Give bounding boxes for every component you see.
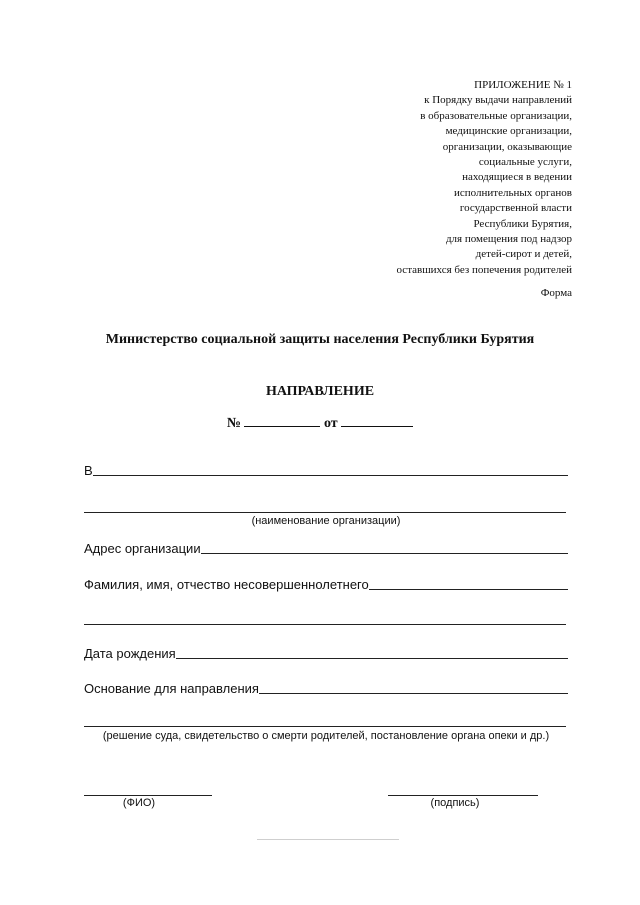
- name-field-continued[interactable]: [84, 624, 566, 625]
- appendix-line: к Порядку выдачи направлений: [424, 94, 572, 107]
- basis-field[interactable]: [259, 680, 568, 694]
- ministry-heading: Министерство социальной защиты населения Республики Бурятия: [105, 332, 535, 347]
- appendix-block: [242, 78, 572, 278]
- organization-field[interactable]: [84, 512, 566, 513]
- address-row: [84, 540, 568, 556]
- date-blank[interactable]: [341, 412, 413, 427]
- recipient-field[interactable]: [93, 462, 568, 476]
- appendix-line: Республики Бурятия,: [473, 217, 572, 230]
- basis-field-continued[interactable]: [84, 726, 566, 727]
- signature-label: (подпись): [430, 797, 480, 809]
- appendix-line: находящиеся в ведении: [462, 171, 572, 184]
- appendix-line: социальные услуги,: [478, 156, 572, 169]
- recipient-label: В: [84, 463, 93, 478]
- date-from-label: от: [323, 416, 338, 431]
- basis-row: [84, 680, 568, 696]
- organization-caption: (наименование организации): [251, 515, 401, 527]
- signature-line[interactable]: [388, 795, 538, 796]
- basis-caption: (решение суда, свидетельство о смерти родителей, постановление органа опеки и др.): [102, 730, 550, 742]
- appendix-line: государственной власти: [459, 202, 572, 215]
- address-label: Адрес организации: [84, 541, 201, 556]
- appendix-line: детей-сирот и детей,: [475, 248, 572, 261]
- name-field[interactable]: [369, 576, 568, 590]
- appendix-line: организации, оказывающие: [442, 140, 572, 153]
- basis-label: Основание для направления: [84, 681, 259, 696]
- appendix-line: медицинские организации,: [445, 125, 572, 138]
- number-blank[interactable]: [244, 412, 320, 427]
- name-row: [84, 576, 568, 592]
- recipient-row: [84, 462, 568, 478]
- footer-divider: [257, 839, 399, 840]
- address-field[interactable]: [201, 540, 568, 554]
- form-label: Форма: [540, 287, 572, 299]
- birthdate-field[interactable]: [176, 645, 568, 659]
- appendix-line: ПРИЛОЖЕНИЕ № 1: [474, 79, 572, 91]
- appendix-line: исполнительных органов: [454, 186, 572, 199]
- fio-signature-line[interactable]: [84, 795, 212, 796]
- fio-label: (ФИО): [122, 797, 156, 809]
- birthdate-row: [84, 645, 568, 661]
- appendix-line: в образовательные организации,: [420, 109, 572, 122]
- appendix-line: оставшихся без попечения родителей: [396, 263, 572, 276]
- document-title: НАПРАВЛЕНИЕ: [265, 384, 375, 399]
- appendix-line: для помещения под надзор: [445, 233, 572, 246]
- number-sign: №: [226, 416, 241, 431]
- name-label: Фамилия, имя, отчество несовершеннолетнего: [84, 577, 369, 592]
- birthdate-label: Дата рождения: [84, 646, 176, 661]
- number-line: [0, 412, 640, 432]
